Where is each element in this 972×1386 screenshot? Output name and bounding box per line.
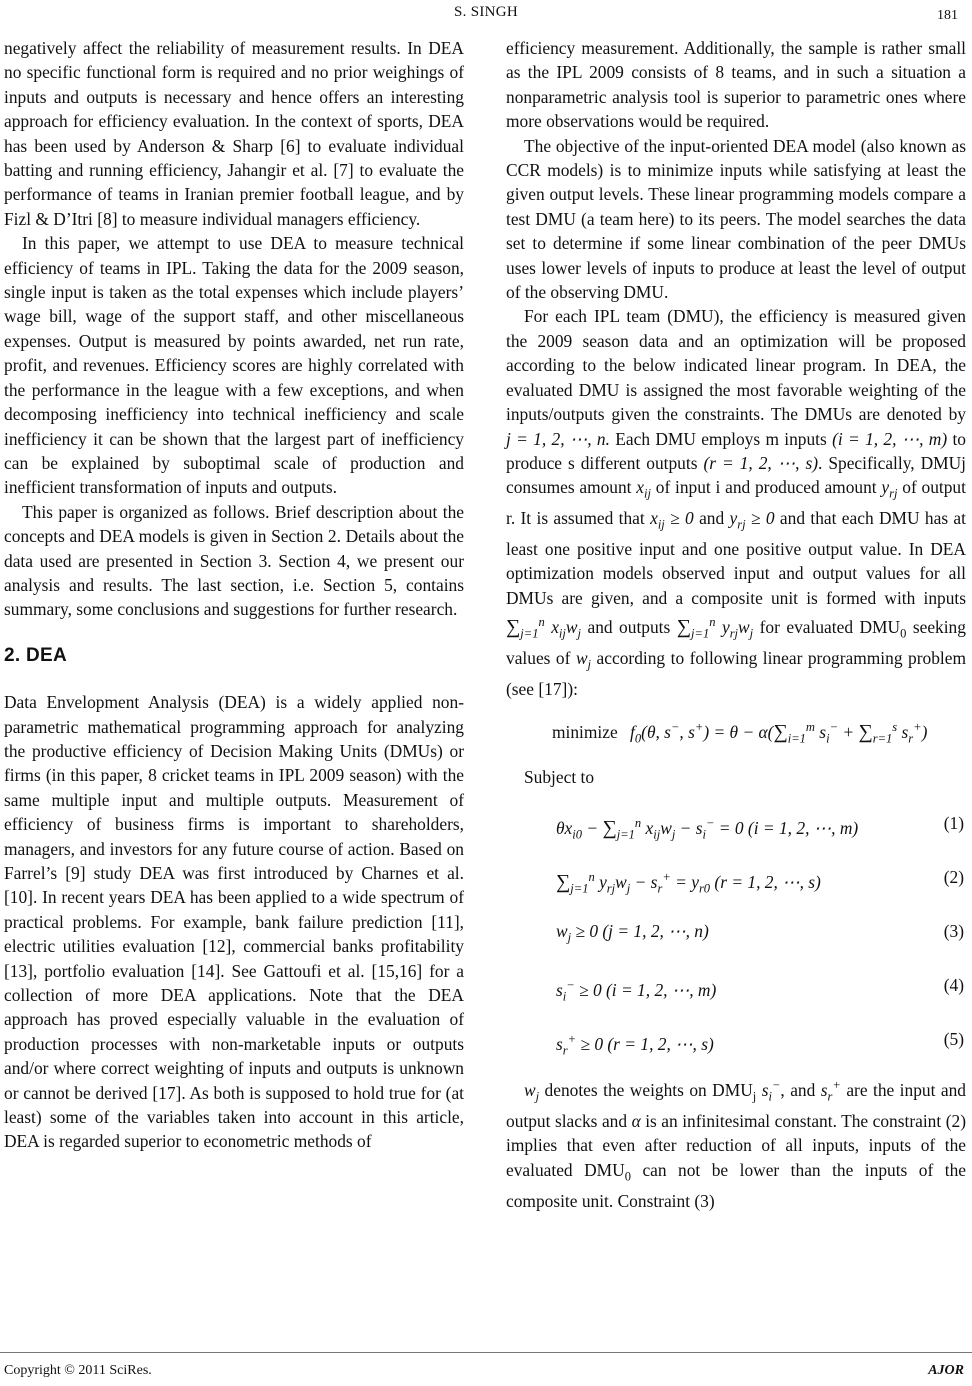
paragraph: negatively affect the reliability of measurement results. In DEA no specific functional form is required and no prior weighings of inputs and outputs is necessary and hence offers an interesting approach for efficiency evaluation. In the context of sports, DEA has been used by Anderson & Sharp [6] to evaluate individual batting and running efficiency, Jahangir et al. [7] to evaluate the performance of teams in Iranian premier football league, and by Fizl & D’Itri [8] to measure individual managers efficiency. bbox=[4, 38, 464, 229]
math-inline: $x_{ij} \ge 0$ bbox=[650, 508, 694, 532]
text-run: of output r. It is assumed that bbox=[506, 477, 966, 529]
objective-function bbox=[552, 715, 966, 751]
math-inline: (i = 1, 2, ⋯, m) bbox=[832, 428, 948, 449]
equation-1 bbox=[506, 803, 966, 843]
math-display: $\sum_{j=1}^n$ $y_{rj}w_j - s_r^+ = y_{r0}$ (r = 1, 2, ⋯, s) bbox=[556, 870, 821, 896]
subscript: j bbox=[752, 1089, 757, 1104]
section-heading: 2. DEA bbox=[4, 644, 68, 666]
left-column bbox=[4, 36, 464, 1154]
equation-4 bbox=[506, 965, 966, 1005]
minimize-label: minimize bbox=[552, 722, 618, 743]
math-display: $s_i^- \ge 0$ (i = 1, 2, ⋯, m) bbox=[556, 978, 717, 1004]
text-run: , and bbox=[780, 1080, 816, 1101]
math-inline: $\sum_{j=1}^n$ $y_{rj}w_j$ bbox=[676, 615, 754, 641]
equation-2 bbox=[506, 857, 966, 897]
text-run: seeking values of bbox=[506, 617, 966, 668]
math-inline: α bbox=[631, 1110, 641, 1131]
footer-journal: AJOR bbox=[928, 1363, 964, 1378]
math-inline: j = 1, 2, ⋯, n. bbox=[506, 428, 610, 449]
math-inline: $s_r^+$ bbox=[820, 1078, 841, 1104]
text-run: can not be lower than the inputs of the composite unit. Constraint (3) bbox=[506, 1159, 966, 1211]
math-display: $w_j \ge 0$ (j = 1, 2, ⋯, n) bbox=[556, 921, 709, 945]
paragraph: efficiency measurement. Additionally, the sample is rather small as the IPL 2009 consists of 8 teams, and in such a situation a nonparametric analysis tool is superior to parametric ones where more observations would be required. bbox=[506, 38, 966, 132]
paragraph bbox=[506, 304, 966, 701]
text-run: denotes the weights on DMU bbox=[544, 1080, 753, 1101]
subject-to-label: Subject to bbox=[524, 766, 595, 787]
paragraph bbox=[506, 1073, 966, 1213]
equation-number: (5) bbox=[943, 1029, 964, 1050]
text-run: is an infinitesimal constant. The constraint (2) implies that even after reduction of all inputs, inputs of the evaluated DMU bbox=[506, 1110, 966, 1180]
text-run: are the input and output slacks and bbox=[506, 1080, 966, 1131]
math-inline: $\sum_{j=1}^n$ $x_{ij}w_j$ bbox=[506, 615, 581, 641]
text-run: and bbox=[699, 508, 725, 529]
text-run: For each IPL team (DMU), the efficiency is measured given the 2009 season data and an optimization will be proposed according to the below indicated linear program. In DEA, the evaluated DMU is assigned the most favorable weighting of the inputs/outputs given the constraints. The DMUs are denoted by bbox=[506, 306, 966, 425]
equation-number: (1) bbox=[943, 813, 964, 834]
math-inline: $s_i^-$ bbox=[761, 1078, 781, 1104]
paragraph: Data Envelopment Analysis (DEA) is a widely applied non-parametric mathematical programming approach for analyzing the productive efficiency of Decision Making Units (DMUs) or firms (in this paper, 8 cricket teams in IPL 2009 season) with the same multiple input and multiple outputs. Measurement of efficiency of business firms is important to shareholders, managers, and investors for any future course of action. Based on Farrel’s [9] study DEA was first introduced by Charnes et al. [10]. In recent years DEA has been applied to a wide spectrum of practical problems. For example, bank failure prediction [11], electric utilities evaluation [12], commercial banks profitability [13], portfolio evaluation [14]. See Gattoufi et al. [15,16] for a collection of more DEA applications. Note that the DEA approach has proved especially valuable in the evaluation of production processes with non-marketable inputs or outputs and/or where correct weighting of inputs and outputs is unknown or cannot be derived [17]. As both is supposed to hold true for (at least) some of the variables taken into account in this article, DEA is regarded superior to econometric methods of bbox=[4, 692, 464, 1152]
math-inline: $w_j$ bbox=[575, 647, 592, 672]
equation-5 bbox=[506, 1019, 966, 1059]
math-display: $f_0(\theta$, s−, $s^+) = \theta - \alpha(\sum_{i=1}^m$ $s_i^- + \sum_{r=1}^s$ $s_r^+$) bbox=[630, 720, 928, 746]
text-run: according to following linear programming problem (see [17]): bbox=[506, 647, 966, 699]
math-inline: $x_{ij}$ bbox=[636, 477, 651, 501]
paragraph: In this paper, we attempt to use DEA to measure technical efficiency of teams in IPL. Taking the data for the 2009 season, single input is taken as the total expenses which include players’ wage bill, wage of the support staff, and other miscellaneous expenses. Output is measured by points awarded, net run rate, profit, and revenues. Efficiency scores are highly correlated with the performance in the league with a few exceptions, and when decomposing inefficiency into technical inefficiency and scale inefficiency it can be shown that the largest part of inefficiency can be explained by suboptimal scale of production and inefficient transformation of inputs and outputs. bbox=[4, 233, 464, 498]
equation-3 bbox=[506, 911, 966, 951]
paragraph: The objective of the input-oriented DEA model (also known as CCR models) is to minimize inputs while satisfying at least the given output levels. These linear programming models compare a test DMU (a team here) to its peers. The model searches the data set to determine if some linear combination of the peer DMUs uses lower levels of inputs to produce at least the level of output of the observing DMU. bbox=[506, 135, 966, 303]
text-run: to produce s different outputs bbox=[506, 428, 966, 473]
right-column bbox=[506, 36, 966, 1213]
subscript: 0 bbox=[624, 1169, 631, 1184]
math-inline: $w_j$ bbox=[524, 1080, 540, 1104]
footer-copyright: Copyright © 2011 SciRes. bbox=[4, 1363, 152, 1378]
text-run: of input i and produced amount bbox=[655, 477, 877, 498]
equation-number: (2) bbox=[943, 867, 964, 888]
equation-number: (4) bbox=[943, 975, 964, 996]
page-number: 181 bbox=[937, 8, 958, 23]
footer-rule bbox=[0, 1352, 972, 1353]
text-run: for evaluated DMU bbox=[759, 617, 901, 638]
math-display: $s_r^+ \ge 0$ (r = 1, 2, ⋯, s) bbox=[556, 1032, 714, 1058]
math-display: $\theta x_{i0} - \sum_{j=1}^n$ $x_{ij}w_j - s_i^- = 0$ (i = 1, 2, ⋯, m) bbox=[556, 816, 859, 842]
text-run: and that each DMU has at least one positive input and one positive output value. In DEA optimization models observed input and output values for all DMUs are given, and a composite unit is formed with inputs bbox=[506, 508, 966, 608]
math-inline: (r = 1, 2, ⋯, s) bbox=[703, 452, 819, 473]
header-author: S. SINGH bbox=[453, 4, 519, 20]
math-inline: $y_{rj}$ bbox=[881, 477, 898, 501]
subscript: 0 bbox=[900, 626, 907, 641]
math-inline: $y_{rj} \ge 0$ bbox=[729, 508, 775, 532]
equation-number: (3) bbox=[943, 921, 964, 942]
text-run: and outputs bbox=[587, 617, 671, 638]
paragraph: This paper is organized as follows. Brief description about the concepts and DEA models is given in Section 2. Details about the data used are presented in Section 3. Section 4, we present our analysis and results. The last section, i.e. Section 5, contains summary, some conclusions and suggestions for further research. bbox=[4, 501, 464, 620]
text-run: . Specifically, DMUj consumes amount bbox=[506, 452, 966, 498]
text-run: Each DMU employs m inputs bbox=[615, 428, 827, 449]
